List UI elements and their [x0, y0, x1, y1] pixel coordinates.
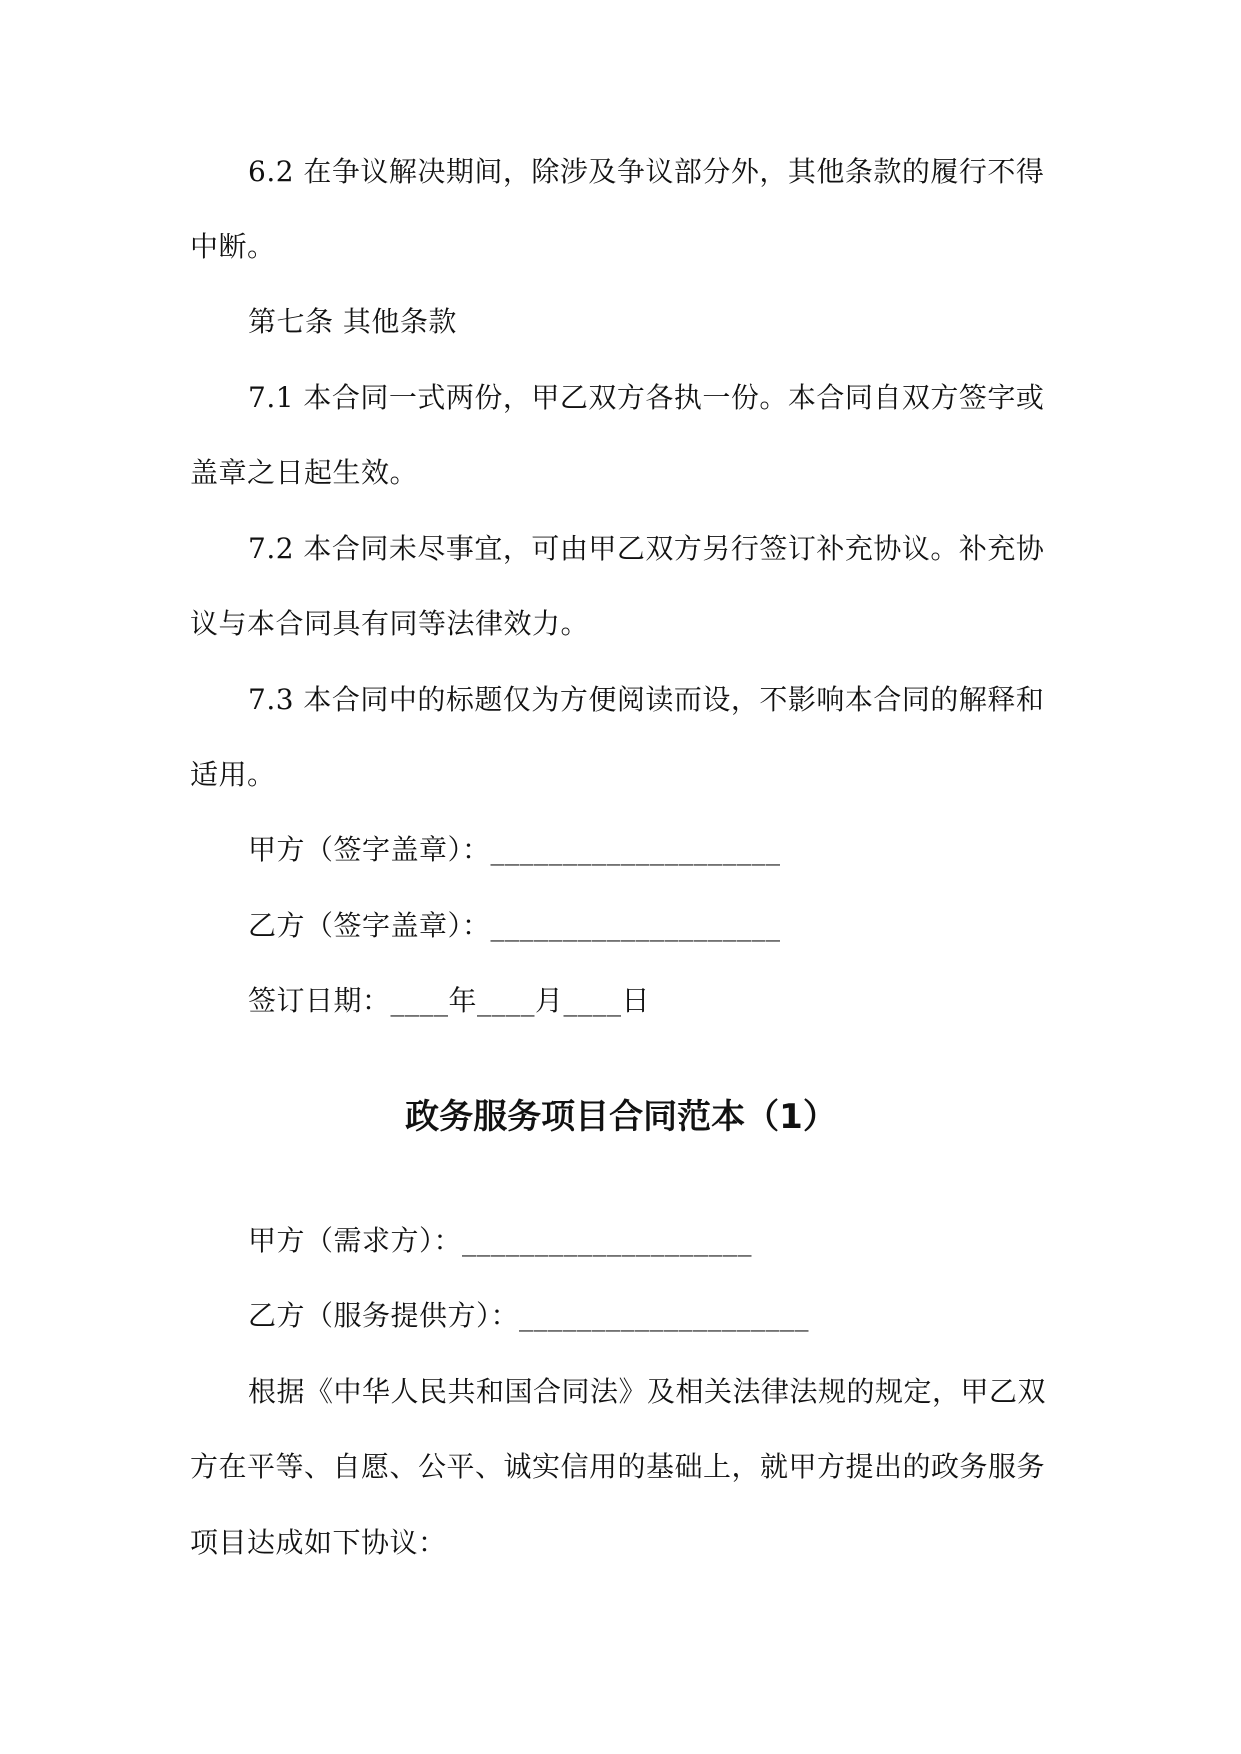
signing-date: 签订日期：____年____月____日: [248, 984, 651, 1017]
preamble-line-1: 根据《中华人民共和国合同法》及相关法律法规的规定，甲乙双: [248, 1375, 1047, 1408]
signature-party-b: 乙方（签字盖章）：____________________: [248, 909, 781, 942]
contract-title: 政务服务项目合同范本（1）: [405, 1097, 837, 1137]
clause-7-1-line-2: 盖章之日起生效。: [190, 456, 419, 489]
preamble-line-3: 项目达成如下协议：: [190, 1526, 447, 1559]
section-7-heading: 第七条 其他条款: [248, 305, 457, 338]
clause-7-3-line-2: 适用。: [190, 758, 276, 791]
clause-7-3-line-1: 7.3 本合同中的标题仅为方便阅读而设，不影响本合同的解释和: [248, 683, 1045, 716]
clause-6-2-line-2: 中断。: [190, 230, 276, 263]
contract-party-b: 乙方（服务提供方）：____________________: [248, 1299, 810, 1332]
clause-7-2-line-1: 7.2 本合同未尽事宜，可由甲乙双方另行签订补充协议。补充协: [248, 532, 1045, 565]
contract-party-a: 甲方（需求方）：____________________: [248, 1224, 753, 1257]
signature-party-a: 甲方（签字盖章）：____________________: [248, 833, 781, 866]
preamble-line-2: 方在平等、自愿、公平、诚实信用的基础上，就甲方提出的政务服务: [190, 1450, 1046, 1483]
clause-6-2-line-1: 6.2 在争议解决期间，除涉及争议部分外，其他条款的履行不得: [248, 155, 1045, 188]
clause-7-1-line-1: 7.1 本合同一式两份，甲乙双方各执一份。本合同自双方签字或: [248, 381, 1045, 414]
clause-7-2-line-2: 议与本合同具有同等法律效力。: [190, 607, 590, 640]
